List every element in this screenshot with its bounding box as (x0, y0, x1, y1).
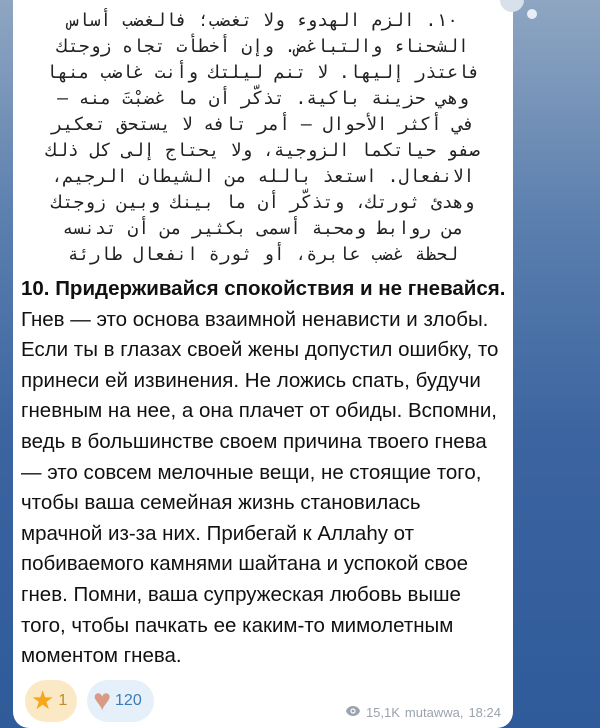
view-count: 15,1K (365, 704, 400, 720)
reactions (25, 680, 154, 722)
eye-icon (345, 705, 361, 720)
arabic-line: في أكثر الأحوال – أمر تافه لا يستحق تعكير (51, 114, 475, 135)
arabic-line: وهدئ ثورتك، وتذكّر أن ما بينك وبين زوجتك (51, 192, 475, 213)
arabic-line: لحظة غضب عابرة، أو ثورة انفعال طارئة (67, 244, 459, 265)
message-bubble (13, 0, 513, 728)
russian-text (13, 274, 513, 672)
arabic-line: ١٠. الزم الهدوء ولا تغضب؛ فالغضب أساس (67, 10, 459, 31)
arabic-line: صفو حياتكما الزوجية، ولا يحتاج إلى كل ذلك (46, 140, 480, 161)
message-footer (13, 672, 513, 722)
arabic-line: الانفعال. استعذ بالله من الشيطان الرجيم، (51, 166, 475, 187)
arabic-line: من روابط ومحبة أسمى بكثير من أن تدنسه (62, 218, 464, 239)
russian-body: Гнев — это основа взаимной ненависти и злобы. Если ты в глазах своей жены допустил ошибку, то принеси ей извинения. Не ложись спать, будучи гневным на нее, а она плачет от обиды. Вспомни, ведь в большинстве своем причина твоего гнева — это совсем мелочные вещи, не стоящие того, чтобы ваша семейная жизнь становилась мрачной из-за них. Прибегай к Аллаhу от побиваемого камнями шайтана и успокой свое гнев. Помни, ваша супружеская любовь выше того, чтобы пачкать ее каким-то мимолетным моментом гнева. (21, 307, 499, 668)
heart-icon: ♥ (93, 683, 112, 717)
reaction-star-button[interactable] (25, 680, 77, 722)
scroll-indicator (527, 9, 537, 19)
arabic-line: وهي حزينة باكية. تذكّر أن ما غضبْتَ منه – (57, 88, 469, 109)
reaction-count: 120 (115, 691, 142, 709)
arabic-text-image (13, 0, 513, 274)
star-icon: ★ (31, 685, 55, 716)
reaction-heart-button[interactable] (87, 680, 154, 722)
arabic-line: فاعتذر إليها. لا تنم ليلتك وأنت غاضب منها (46, 62, 480, 83)
timestamp: 18:24 (468, 704, 501, 720)
arabic-line: الشحناء والتباغض. وإن أخطأت تجاه زوجتك (57, 36, 469, 57)
author: mutawwa, (404, 704, 464, 720)
reaction-count: 1 (58, 691, 68, 709)
russian-heading: 10. Придерживайся спокойствия и не гневайся. (21, 277, 506, 300)
message-meta (345, 705, 501, 722)
